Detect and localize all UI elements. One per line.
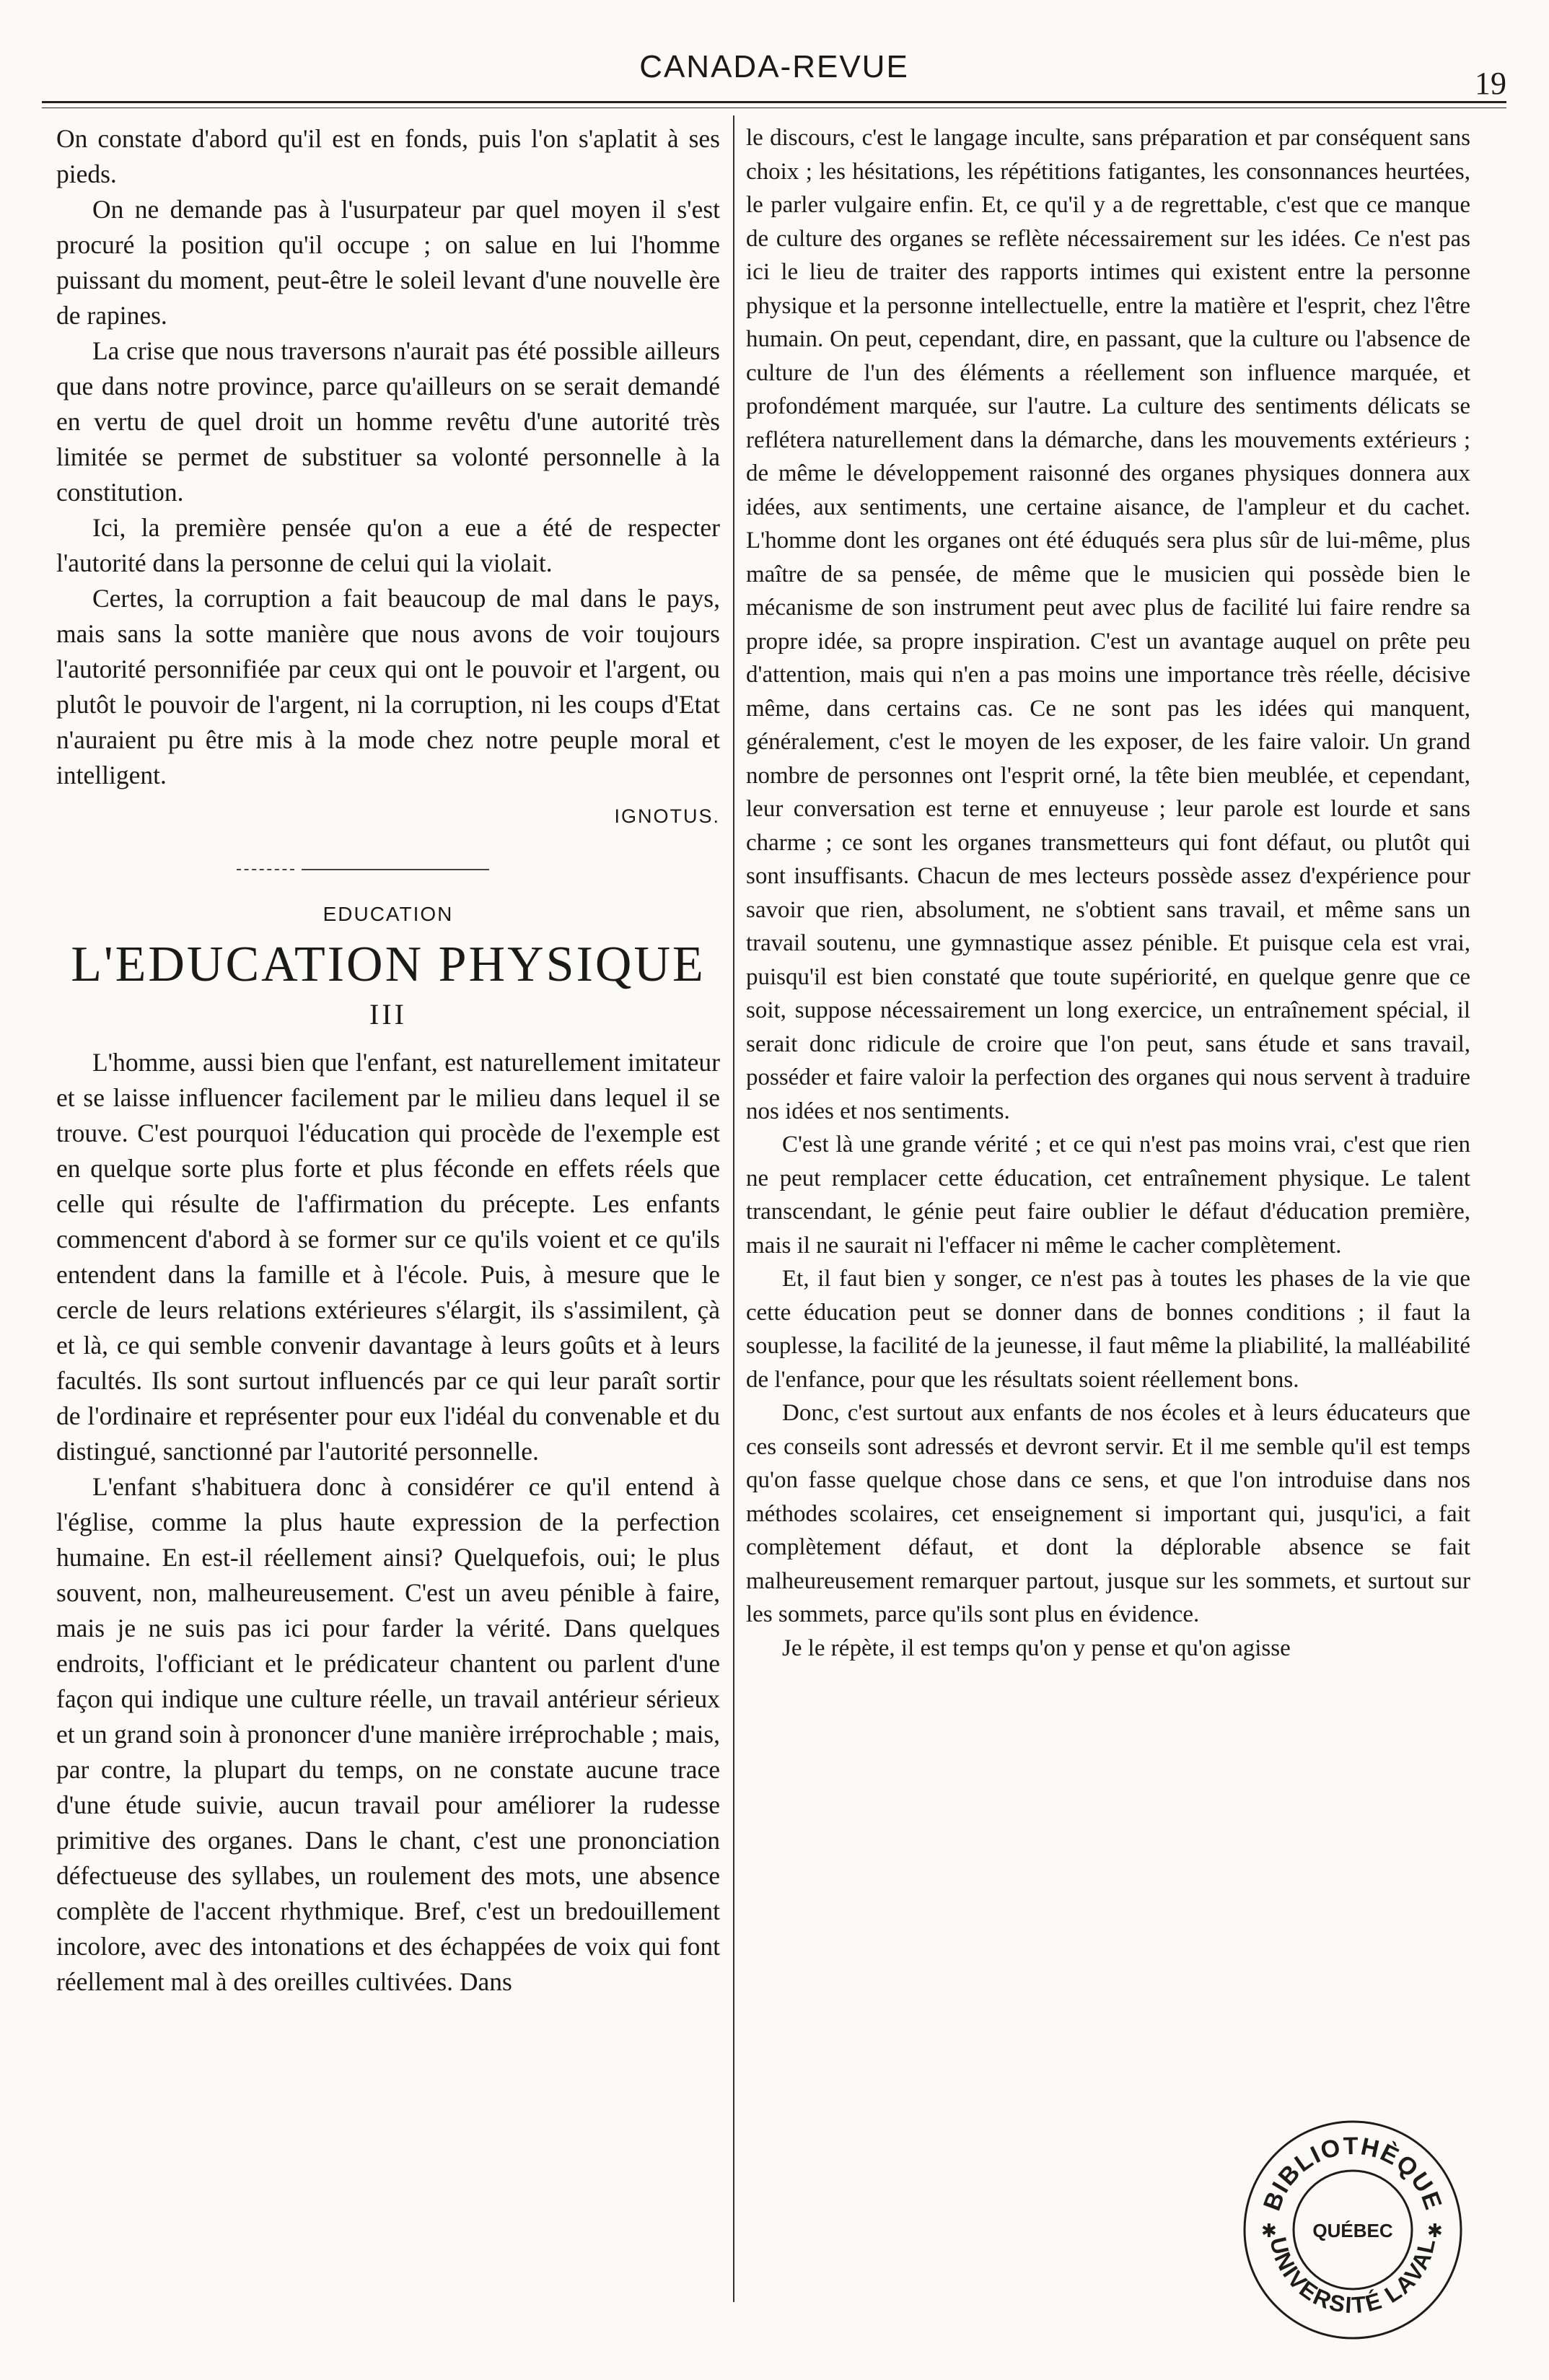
page-number: 19	[1475, 66, 1506, 101]
paragraph: L'enfant s'habituera donc à considérer ce qu'il entend à l'église, comme la plus haute expression de la perfection humaine. En est-il réellement ainsi? Quelquefois, oui; le plus souvent, non, malheureusement. C'est un aveu pénible à faire, mais je ne suis pas ici pour farder la vérité. Dans quelques endroits, l'officiant et le prédicateur chantent ou parlent d'une façon qui indique une culture réelle, un travail antérieur sérieux et un grand soin à prononcer d'une manière irréprochable ; mais, par contre, la plupart du temps, on ne constate aucune trace d'une étude suivie, aucun travail pour améliorer la rudesse primitive des organes. Dans le chant, c'est une prononciation défectueuse des syllabes, un roulement des mots, une absence complète de l'accent rhythmique. Bref, c'est un bredouillement incolore, avec des intonations et des échappées de voix qui font réellement mal à des oreilles cultivées. Dans	[56, 1472, 720, 1996]
paragraph: Je le répète, il est temps qu'on y pense et qu'on agisse	[782, 1635, 1291, 1661]
author-signature: IGNOTUS.	[614, 805, 720, 827]
stamp-top-text: BIBLIOTHÈQUE	[1258, 2132, 1448, 2215]
library-stamp	[1241, 2118, 1465, 2342]
running-title: CANADA-REVUE	[639, 49, 909, 84]
article-title: L'EDUCATION PHYSIQUE	[71, 937, 706, 992]
page-header	[42, 49, 1506, 100]
header-rule	[42, 101, 1506, 108]
paragraph: le discours, c'est le langage inculte, sans préparation et par conséquent sans choix ; les hésitations, les répétitions fatigantes, les consonnances heurtées, le parler vulgaire enfin. Et, ce qu'il y a de regrettable, c'est que ce manque de culture des organes se reflète nécessairement sur les idées. Ce n'est pas ici le lieu de traiter des rapports intimes qui existent entre la personne physique et la personne intellectuelle, entre la matière et l'esprit, chez l'être humain. On peut, cependant, dire, en passant, que la culture ou l'absence de culture de l'un des éléments a réellement son influence marquée, et profondément marquée, sur l'autre. La culture des sentiments délicats se reflétera naturellement dans la démarche, dans les mouvements extérieurs ; de même le développement raisonné des organes physiques donnera aux idées, aux sentiments, une certaine aisance, de l'ampleur et du cachet. L'homme dont les organes ont été éduqués sera plus sûr de lui-même, plus maître de sa pensée, de même que le musicien qui possède bien le mécanisme de son instrument peut avec plus de facilité lui faire rendre sa propre idée, sa propre inspiration. C'est un avantage auquel on prête peu d'attention, mais qui n'en a pas moins une importance très réelle, décisive même, dans certains cas. Ce ne sont pas les idées qui manquent, généralement, c'est le moyen de les exposer, de les faire valoir. Un grand nombre de personnes ont l'esprit orné, la tête bien meublée, et cependant, leur conversation est terne et ennuyeuse ; leur parole est lourde et sans charme ; ce sont les organes transmetteurs qui font défaut, ou plutôt qui sont insuffisants. Chacun de mes lecteurs possède assez d'expérience pour savoir que rien, absolument, ne s'obtient sans travail, et même sans un travail soutenu, une gymnastique assez pénible. Et puisque cela est vrai, puisqu'il est bien constaté que toute supériorité, en quelque genre que ce soit, suppose nécessairement un long exercice, un entraînement spécial, il serait donc ridicule de croire que l'on peut, sans étude et sans travail, posséder et faire valoir la perfection des organes qui nous servent à traduire nos idées et nos sentiments.	[746, 125, 1470, 1124]
separator-dashes	[237, 869, 294, 870]
right-column	[746, 121, 1470, 2329]
stamp-bottom-text: UNIVERSITÉ LAVAL	[1265, 2234, 1441, 2319]
paragraph: La crise que nous traversons n'aurait pas été possible ailleurs que dans notre province, parce qu'ailleurs on se serait demandé en vertu de quel droit un homme revêtu d'une autorité très limitée se permet de substituer sa volonté personnelle à la constitution.	[56, 336, 720, 507]
paragraph: On constate d'abord qu'il est en fonds, puis l'on s'aplatit à ses pieds.	[56, 124, 720, 188]
column-divider	[733, 115, 734, 2302]
stamp-star-left: ✱	[1261, 2221, 1277, 2241]
stamp-star-right: ✱	[1427, 2221, 1443, 2241]
paragraph: L'homme, aussi bien que l'enfant, est naturellement imitateur et se laisse influencer facilement par le milieu dans lequel il se trouve. C'est pourquoi l'éducation qui procède de l'exemple est en quelque sorte plus forte et plus féconde en effets réels que celle qui résulte de l'affirmation du précepte. Les enfants commencent d'abord à se former sur ce qu'ils voient et ce qu'ils entendent dans la famille et à l'école. Puis, à mesure que le cercle de leurs relations extérieures s'élargit, ils s'assimilent, çà et là, ce qui semble convenir davantage à leurs goûts et à leurs facultés. Ils sont surtout influencés par ce qui leur paraît sortir de l'ordinaire et représenter pour eux l'idéal du convenable et du distingué, sanctionné par l'autorité personnelle.	[56, 1048, 720, 1466]
paragraph: Certes, la corruption a fait beaucoup de mal dans le pays, mais sans la sotte manière que nous avons de voir toujours l'autorité personnifiée par ceux qui ont le pouvoir et l'argent, ou plutôt le pouvoir de l'argent, ni la corruption, ni les coups d'Etat n'auraient pu être mis à la mode chez notre peuple moral et intelligent.	[56, 584, 720, 789]
paragraph: Ici, la première pensée qu'on a eue a été de respecter l'autorité dans la personne de celui qui la violait.	[56, 513, 720, 577]
paragraph: C'est là une grande vérité ; et ce qui n'est pas moins vrai, c'est que rien ne peut remplacer cette éducation, cet entraînement physique. Le talent transcendant, le génie peut faire oublier le défaut d'éducation première, mais il ne saurait ni l'effacer ni même le cacher complètement.	[746, 1132, 1470, 1259]
section-separator	[56, 863, 720, 878]
stamp-center-text: QUÉBEC	[1312, 2220, 1393, 2241]
section-label: EDUCATION	[322, 903, 454, 925]
paragraph: Donc, c'est surtout aux enfants de nos écoles et à leurs éducateurs que ces conseils sont adressés et devront servir. Et il me semble qu'il est temps qu'on fasse quelque chose dans ce sens, et que l'on introduise dans nos méthodes scolaires, cet enseignement si important qui, jusqu'ici, a fait complètement défaut, et dont la déplorable absence se fait malheureusement remarquer partout, jusque sur les sommets, et surtout sur les sommets, parce qu'ils sont plus en évidence.	[746, 1400, 1470, 1627]
paragraph: On ne demande pas à l'usurpateur par quel moyen il s'est procuré la position qu'il occupe ; on salue en lui l'homme puissant du moment, peut-être le soleil levant d'une nouvelle ère de rapines.	[56, 195, 720, 330]
part-numeral: III	[369, 998, 407, 1031]
paragraph: Et, il faut bien y songer, ce n'est pas à toutes les phases de la vie que cette éducation peut se donner dans de bonnes conditions ; il faut la souplesse, la facilité de la jeunesse, il faut même la pliabilité, la malléabilité de l'enfance, pour que les résultats soient réellement bons.	[746, 1266, 1470, 1393]
left-column	[56, 121, 720, 2329]
separator-line	[302, 869, 489, 870]
